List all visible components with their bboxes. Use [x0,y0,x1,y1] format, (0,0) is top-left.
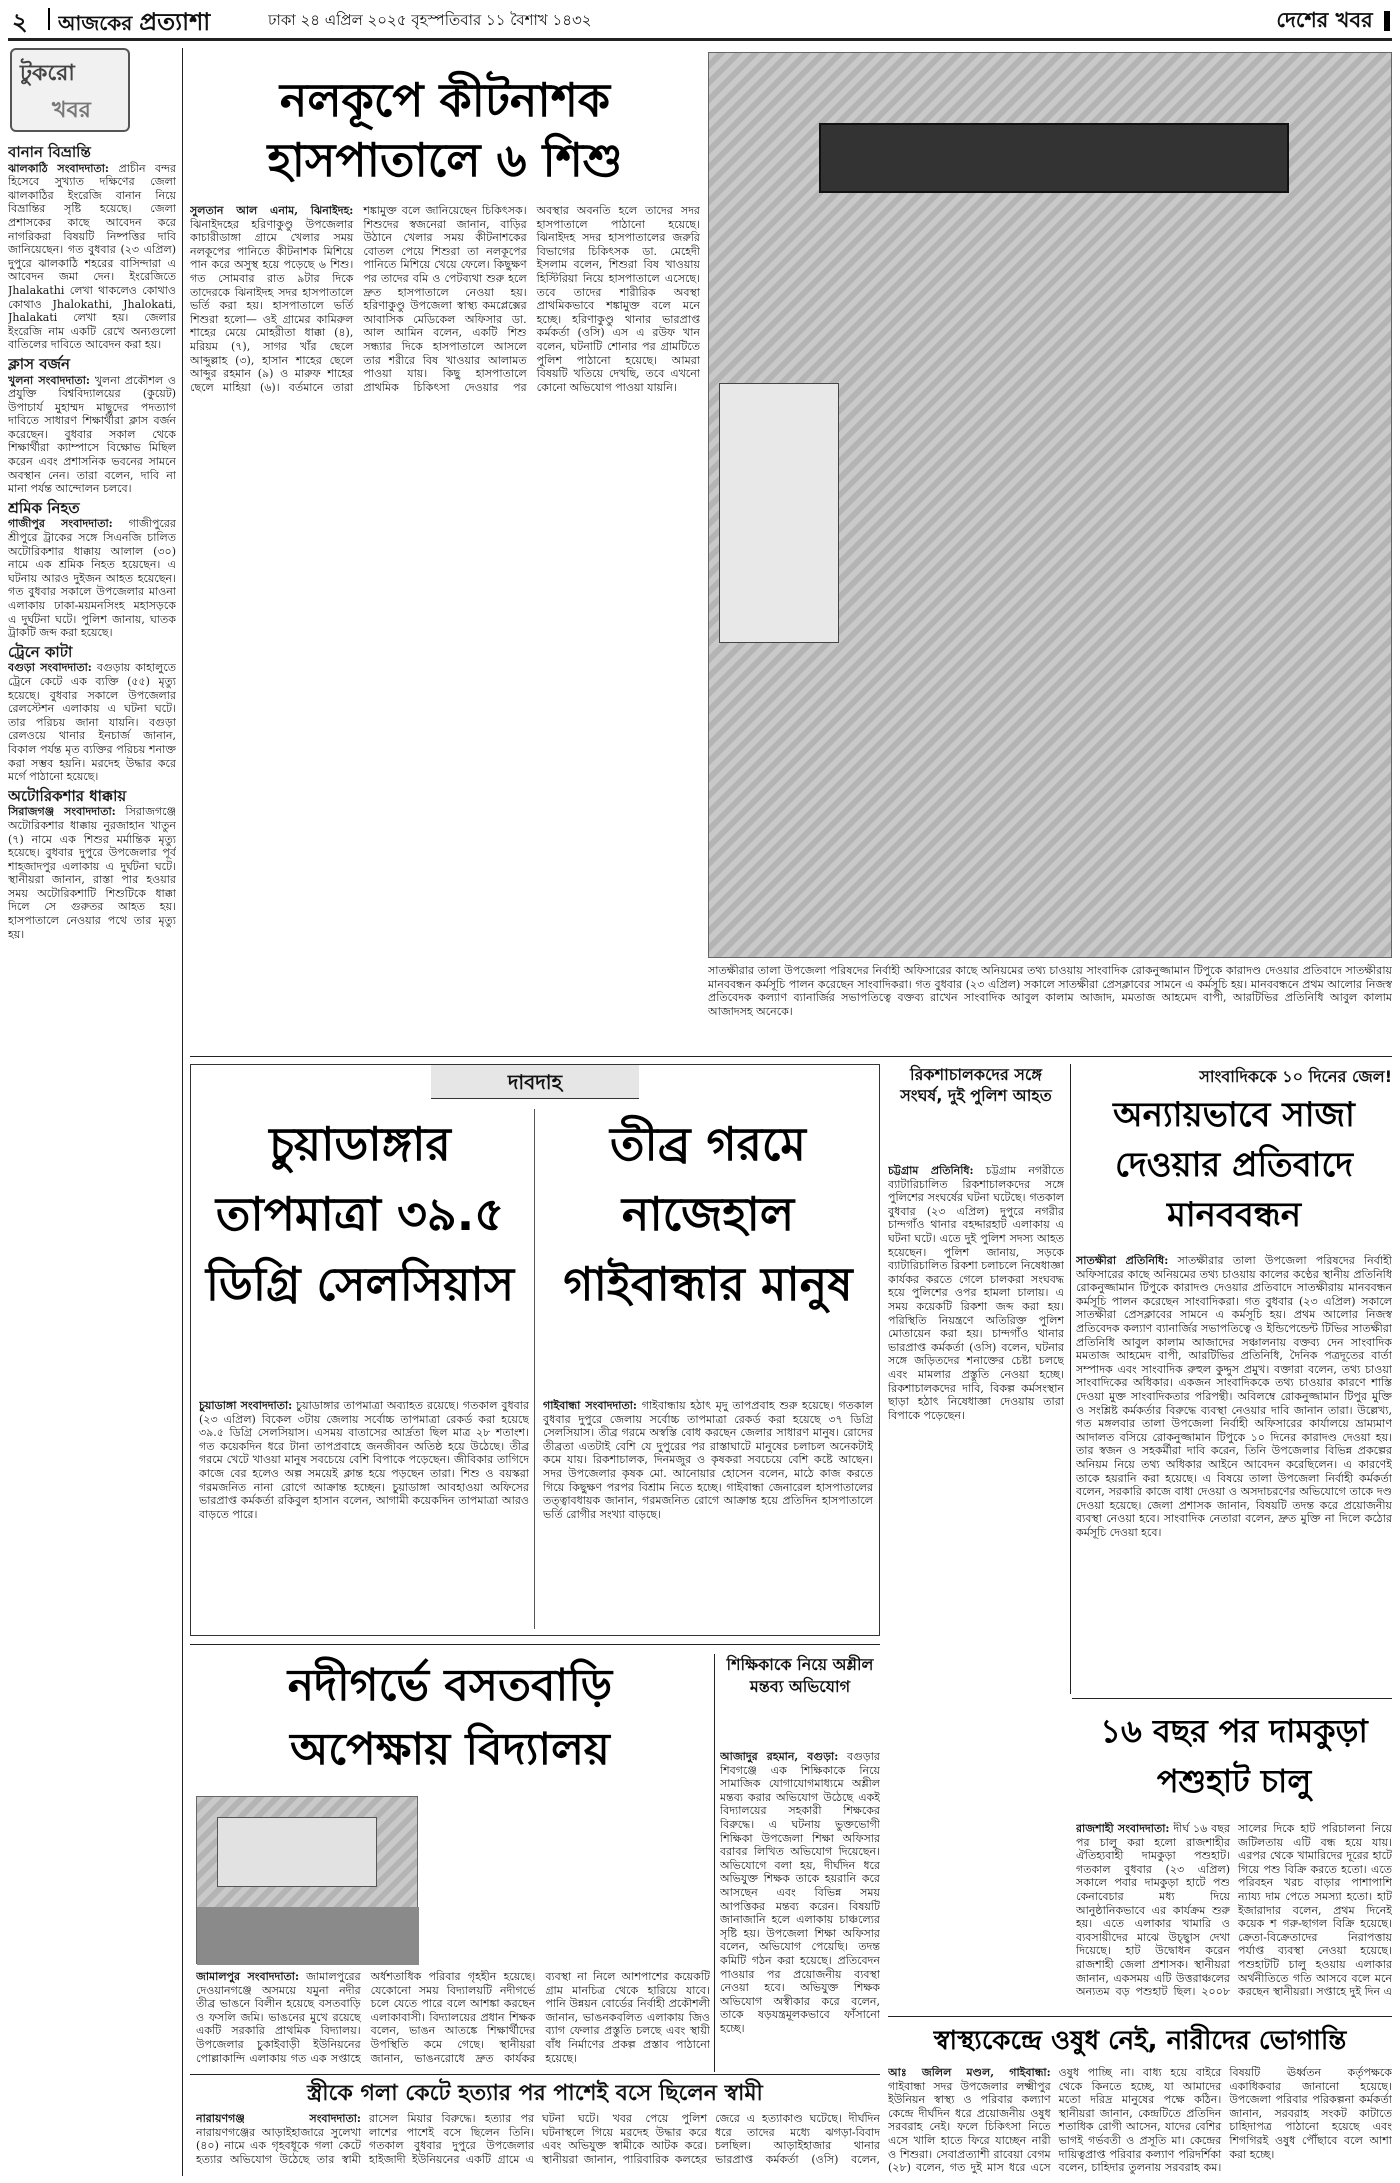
sidebar-item-byline: সিরাজগঞ্জ সংবাদদাতা: [8,805,116,819]
sidebar-item-body: বগুড়ায় কাহালুতে ট্রেনে কেটে এক ব্যক্তি (৫৫) মৃত্যু হয়েছে। বুধবার সকালে উপজেলার রেলস্টেশন এলাকায় এ ঘটনা ঘটে। তার পরিচয় জানা যায়নি। বগুড়া রেলওয়ে থানার ইনচার্জ জানান, বিকাল পর্যন্ত মৃত ব্যক্তির পরিচয় শনাক্ত করা সম্ভব হয়নি। মরদেহ উদ্ধার করে মর্গে পাঠানো হয়েছে। [8,661,176,784]
sidebar-item-title: অটোরিকশার ধাক্কায় [8,786,127,805]
sidebar-item-byline: বগুড়া সংবাদদাতা: [8,661,92,675]
journalist-headline-line3: মানববন্ধন [1166,1195,1302,1235]
section-title [1210,4,1390,34]
river-text: জামালপুরের দেওয়ানগঞ্জে অসময়ে যমুনা নদীর তীব্র ভাঙনে বিলীন হয়েছে বসতবাড়ি ও ফসলি জমি। ভাঙনের মুখে রয়েছে একটি সরকারি প্রাথমিক বিদ্যালয়। উপজেলার চুকাইবাড়ী ইউনিয়নের পোল্লাকান্দি এলাকায় গত এক সপ্তাহে অর্ধশতাধিক পরিবার গৃহহীন হয়েছে। যেকোনো সময় বিদ্যালয়টি নদীগর্ভে চলে যেতে পারে বলে আশঙ্কা করছেন এলাকাবাসী। বিদ্যালয়ের প্রধান শিক্ষক বলেন, ভাঙন আতঙ্কে শিক্ষার্থীদের উপস্থিতি কমে গেছে। স্থানীয়রা জানান, ভাঙনরোধে দ্রুত কার্যকর ব্যবস্থা না নিলে আশপাশের কয়েকটি গ্রাম মানচিত্র থেকে হারিয়ে যাবে। পানি উন্নয়ন বোর্ডের নির্বাহী প্রকৌশলী জানান, ভাঙনকবলিত এলাকায় জিও ব্যাগ ফেলার প্রস্তুতি চলছে এবং স্থায়ী বাঁধ নির্মাণের প্রকল্প প্রস্তাব পাঠানো হয়েছে। [196,1970,710,2065]
sidebar-item-body: গাজীপুরের শ্রীপুরে ট্রাকের সঙ্গে সিএনজি চালিত অটোরিকশার ধাক্কায় আলাল (৩০) নামে এক শ্রমিক নিহত হয়েছেন। এ ঘটনায় আরও দুইজন আহত হয়েছেন। গত বুধবার সকালে উপজেলার মাওনা এলাকায় ঢাকা-ময়মনসিংহ মহাসড়কে এ দুর্ঘটনা ঘটে। পুলিশ জানায়, ঘাতক ট্রাকটি জব্দ করা হয়েছে। [8,517,176,640]
sidebar-item-title: ট্রেনে কাটা [8,642,73,661]
murder-top-rule [190,2074,880,2075]
journalist-text: সাতক্ষীরার তালা উপজেলা পরিষদের নির্বাহী অফিসারের কাছে অনিয়মের তথ্য চাওয়ায় কালের কণ্ঠের স্থানীয় প্রতিনিধি রোকনুজ্জামান টিপুকে কারাদণ্ড দেওয়ার প্রতিবাদে সাতক্ষীরায় মানববন্ধন কর্মসূচি পালন করেছেন সাংবাদিকরা। গত বুধবার (২৩ এপ্রিল) সকালে সাতক্ষীরা প্রেসক্লাবের সামনে এ কর্মসূচি হয়। প্রথম আলোর নিজস্ব প্রতিবেদক কল্যাণ ব্যানার্জির সভাপতিত্বে ও ইন্ডিপেন্ডেন্ট টিভির সাতক্ষীরা প্রতিনিধি আবুল কালাম আজাদের সঞ্চালনায় বক্তব্য দেন সাংবাদিক মমতাজ আহমেদ বাপী, আরটিভির প্রতিনিধি, দৈনিক পত্রদূতের বার্তা সম্পাদক এবং সাংবাদিক রুহুল কুদ্দুস প্রমুখ। বক্তারা বলেন, তথ্য চাওয়া সাংবাদিকের অধিকার। একজন সাংবাদিককে তথ্য চাওয়ার কারণে শাস্তি দেওয়া মুক্ত সাংবাদিকতার পরিপন্থী। অবিলম্বে রোকনুজ্জামান টিপুর মুক্তি ও সংশ্লিষ্ট কর্মকর্তার বিরুদ্ধে ব্যবস্থা নেওয়ার দাবি জানান তারা। উল্লেখ্য, গত মঙ্গলবার তালা উপজেলা নির্বাহী অফিসারের কার্যালয়ে ভ্রাম্যমাণ আদালত বসিয়ে রোকনুজ্জামান টিপুকে ১০ দিনের কারাদণ্ড দেওয়া হয়। তার স্বজন ও সহকর্মীরা দাবি করেন, তিনি উপজেলার বিভিন্ন প্রকল্পের অনিয়ম নিয়ে তথ্য অধিকার আইনে আবেদন করেছিলেন। এ কারণেই তাকে হয়রানি করা হয়েছে। এ বিষয়ে তালা উপজেলা নির্বাহী কর্মকর্তা বলেন, সরকারি কাজে বাধা দেওয়া ও অসদাচরণের অভিযোগে তাকে দণ্ড দেওয়া হয়েছে। জেলা প্রশাসক জানান, বিষয়টি তদন্ত করে প্রয়োজনীয় ব্যবস্থা নেওয়া হবে। সাংবাদিক নেতারা বলেন, দ্রুত মুক্তি না দিলে কঠোর কর্মসূচি দেওয়া হবে। [1076,1254,1392,1539]
pesticide-byline: সুলতান আল এনাম, ঝিনাইদহ: [190,204,354,217]
river-photo [196,1796,418,1964]
river-body [196,1970,710,2070]
sidebar-item [8,786,176,942]
chuadanga-text: চুয়াডাঙ্গার তাপমাত্রা অব্যাহত রয়েছে। গতকাল বুধবার (২৩ এপ্রিল) বিকেল ৩টায় জেলায় সর্বোচ্চ তাপমাত্রা রেকর্ড করা হয়েছে ৩৯.৫ ডিগ্রি সেলসিয়াস। এসময় বাতাসের আর্দ্রতা ছিল মাত্র ২৮ শতাংশ। গত কয়েকদিন ধরে টানা তাপপ্রবাহে জনজীবন অতিষ্ঠ হয়ে উঠেছে। তীব্র গরমে খেটে খাওয়া মানুষ সবচেয়ে বেশি বিপাকে পড়েছেন। জীবিকার তাগিদে কাজে বের হলেও অল্প সময়েই ক্লান্ত হয়ে পড়ছেন তারা। শিশু ও বয়স্করা গরমজনিত নানা রোগে আক্রান্ত হচ্ছেন। চুয়াডাঙ্গা আবহাওয়া অফিসের ভারপ্রাপ্ত কর্মকর্তা রকিবুল হাসান বলেন, আগামী কয়েকদিন তাপমাত্রা আরও বাড়তে পারে। [199,1399,529,1521]
masthead [0,0,1400,38]
photo-caption: সাতক্ষীরার তালা উপজেলা পরিষদের নির্বাহী অফিসারের কাছে অনিয়মের তথ্য চাওয়ায় সাংবাদিক রোকনুজ্জামান টিপুকে কারাদণ্ড দেওয়ার প্রতিবাদে সাতক্ষীরায় মানববন্ধন কর্মসূচি পালন করেছেন সাংবাদিকরা। গত বুধবার (২৩ এপ্রিল) সকালে সাতক্ষীরা প্রেসক্লাবের সামনে এ কর্মসূচি হয়। মানববন্ধনে প্রথম আলোর নিজস্ব প্রতিবেদক কল্যাণ ব্যানার্জির সভাপতিত্বে বক্তব্য রাখেন সাংবাদিক আবুল কালাম আজাদ, মমতাজ আহমেদ বাপী, আরটিভির প্রতিনিধি আবুল কালাম আজাদসহ অনেকে। [708,964,1392,1018]
journalist-byline: সাতক্ষীরা প্রতিনিধি: [1076,1254,1169,1267]
cattle-headline-line1: ১৬ বছর পর দামকুড়া [1100,1712,1368,1750]
pesticide-headline [190,70,700,196]
sidebar-logo-bottom: খবর [52,98,91,123]
sidebar-item [8,143,176,352]
sidebar-item-byline: ঝালকাঠি সংবাদদাতা: [8,161,109,175]
masthead-divider [48,8,50,30]
press-club-sign [819,123,1289,193]
murder-byline: নারায়ণগঞ্জ সংবাদদাতা: [196,2112,361,2125]
protest-banner [719,383,839,643]
section-title-text: দেশের খবর [1276,8,1373,32]
river-headline-line2: অপেক্ষায় বিদ্যালয় [290,1724,610,1775]
sidebar-item-title: শ্রমিক নিহত [8,498,80,517]
page-number: ২ [12,8,28,34]
teacher-left-rule [714,1654,715,2072]
murder-body [196,2112,880,2178]
health-top-rule [888,2016,1392,2017]
teacher-headline: শিক্ষিকাকে নিয়ে অশ্লীল মন্তব্য অভিযোগ [726,1655,874,1696]
health-text: গাইবান্ধা সদর উপজেলার লক্ষ্মীপুর ইউনিয়ন স্বাস্থ্য ও পরিবার কল্যাণ কেন্দ্রে দীর্ঘদিন ধরে প্রয়োজনীয় ওষুধ সরবরাহ নেই। ফলে চিকিৎসা নিতে এসে খালি হাতে ফিরে যাচ্ছেন নারী ও শিশুরা। সেবাপ্রত্যাশী রাবেয়া বেগম (২৮) বলেন, গত দুই মাস ধরে এসে ওষুধ পাচ্ছি না। বাধ্য হয়ে বাইরে থেকে কিনতে হচ্ছে, যা আমাদের মতো দরিদ্র মানুষের পক্ষে কঠিন। স্থানীয়রা জানান, কেন্দ্রটিতে প্রতিদিন শতাধিক রোগী আসেন, যাদের বেশির ভাগই গর্ভবতী ও প্রসূতি মা। কেন্দ্রের দায়িত্বপ্রাপ্ত পরিবার কল্যাণ পরিদর্শিকা বলেন, চাহিদার তুলনায় সরবরাহ কম। বিষয়টি ঊর্ধ্বতন কর্তৃপক্ষকে একাধিকবার জানানো হয়েছে। উপজেলা পরিবার পরিকল্পনা কর্মকর্তা জানান, সরবরাহ সংকট কাটাতে চাহিদাপত্র পাঠানো হয়েছে এবং শিগগিরই ওষুধ পৌঁছাবে বলে আশা করা হচ্ছে। [888,2066,1392,2175]
sidebar [8,48,176,2178]
pesticide-headline-line2: হাসপাতালে ৬ শিশু [267,133,623,187]
sidebar-item-byline: গাজীপুর সংবাদদাতা: [8,517,113,531]
date-line: ঢাকা ২৪ এপ্রিল ২০২৫ বৃহস্পতিবার ১১ বৈশাখ ১৪৩২ [268,11,592,29]
teacher-body [720,1750,880,2072]
rickshaw-byline: চট্টগ্রাম প্রতিনিধি: [888,1164,974,1177]
journalist-kicker: সাংবাদিককে ১০ দিনের জেল! [1199,1067,1392,1086]
sidebar-item-body: প্রাচীন বন্দর হিসেবে সুখ্যাত দক্ষিণের জেলা ঝালকাঠির ইংরেজি বানান নিয়ে বিভ্রান্তির সৃষ্টি হয়েছে। জেলা প্রশাসকের কাছে আবেদন করে নাগরিকরা বিষয়টি নিষ্পত্তির দাবি জানিয়েছেন। গত বুধবার (২৩ এপ্রিল) দুপুরে ঝালকাঠি শহরের বাসিন্দারা এ আবেদন জমা দেন। ইংরেজিতে Jhalakathi লেখা থাকলেও কোথাও কোথাও Jhalokathi, Jhalokati, Jhalakati লেখা হয়। জেলার ইংরেজি নাম একটি রেখে অন্যগুলো বাতিলের দাবিতে আবেদন করা হয়। [8,161,176,352]
river-headline-line1: নদীগর্ভে বসতবাড়ি [287,1660,613,1711]
pesticide-text: ঝিনাইদহের হরিণাকুণ্ডু উপজেলার কাচারীডাঙ্গা গ্রামে খেলার সময় নলকূপের পানিতে কীটনাশক মিশিয়ে পান করে অসুস্থ হয়ে পড়েছে ৬ শিশু। গত সোমবার রাত ৯টার দিকে তাদেরকে ঝিনাইদহ সদর হাসপাতালে ভর্তি করা হয়। হাসপাতালে ভর্তি শিশুরা হলো— ওই গ্রামের কামিরুল শাহের মেয়ে মোহরীতা ধাক্কা (৪), মরিয়ম (৭), সাগর খাঁর ছেলে আব্দুল্লাহ (৩), হাসান শাহের ছেলে আব্দুর রহমান (৯) ও মারুফ শাহের ছেলে মাহিয়া (৬)। বর্তমানে তারা শঙ্কামুক্ত বলে জানিয়েছেন চিকিৎসক। শিশুদের স্বজনেরা জানান, বাড়ির উঠানে খেলার সময় কীটনাশকের বোতল পেয়ে শিশুরা তা নলকূপের পানিতে মিশিয়ে খেয়ে ফেলে। কিছুক্ষণ পর তাদের বমি ও পেটব্যথা শুরু হলে দ্রুত হাসপাতালে নেওয়া হয়। হরিণাকুণ্ডু উপজেলা স্বাস্থ্য কমপ্লেক্সের আবাসিক মেডিকেল অফিসার ডা. আল আমিন বলেন, একটি শিশু সন্ধ্যার দিকে হাসপাতালে আসলে তার শরীরে বিষ খাওয়ার আলামত পাওয়া যায়। কিছু হাসপাতালে প্রাথমিক চিকিৎসা দেওয়ার পর অবস্থার অবনতি হলে তাদের সদর হাসপাতালে পাঠানো হয়েছে। ঝিনাইদহ সদর হাসপাতালের জরুরি বিভাগের চিকিৎসক ডা. মেহেদী ইসলাম বলেন, শিশুরা বিষ খাওয়ায় হিস্টিরিয়া নিয়ে হাসপাতালে এসেছে। তবে তাদের শারীরিক অবস্থা প্রাথমিকভাবে শঙ্কামুক্ত বলে মনে হচ্ছে। হরিণাকুণ্ডু থানার ভারপ্রাপ্ত কর্মকর্তা (ওসি) এস এ রউফ খান বলেন, ঘটনাটি শোনার পর গ্রামটিতে পুলিশ পাঠানো হয়েছে। আমরা বিষয়টি খতিয়ে দেখছি, তবে এখনো কোনো অভিযোগ পাওয়া যায়নি। [190,204,700,394]
sidebar-item [8,642,176,784]
river-headline [190,1654,710,1788]
heatwave-bottom-rule [190,1644,880,1645]
heatwave-label-text: দাবদাহ [507,1070,563,1094]
chuadanga-byline: চুয়াডাঙ্গা সংবাদদাতা: [199,1399,293,1412]
sidebar-item-body: সিরাজগঞ্জে অটোরিকশার ধাক্কায় নুরজাহান খাতুন (৭) নামে এক শিশুর মর্মান্তিক মৃত্যু হয়েছে। বুধবার দুপুরে উপজেলার পূর্ব শাহজাদপুর এলাকায় এ দুর্ঘটনা ঘটে। স্থানীয়রা জানান, রাস্তা পার হওয়ার সময় অটোরিকশাটি শিশুটিকে ধাক্কা দিলে সে গুরুতর আহত হয়। হাসপাতালে নেওয়ার পথে তার মৃত্যু হয়। [8,805,176,941]
paper-logo-a: আজকের [58,11,133,34]
sidebar-item-byline: খুলনা সংবাদদাতা: [8,373,90,387]
journalist-headline-line1: অন্যায়ভাবে সাজা [1113,1095,1355,1135]
sidebar-item-body: খুলনা প্রকৌশল ও প্রযুক্তি বিশ্ববিদ্যালয়ের (কুয়েট) উপাচার্য মুহাম্মদ মাছুদের পদত্যাগ দাবিতে সাধারণ শিক্ষার্থীরা ক্লাস বর্জন করেছেন। বুধবার সকাল থেকে শিক্ষার্থীরা ক্যাম্পাসে বিক্ষোভ মিছিল করেন এবং প্রশাসনিক ভবনের সামনে অবস্থান নেন। তারা বলেন, দাবি না মানা পর্যন্ত আন্দোলন চলবে। [8,373,176,496]
cattle-headline-line2: পশুহাট চালু [1156,1762,1312,1800]
sidebar-logo [10,48,130,132]
murder-headline: স্ত্রীকে গলা কেটে হত্যার পর পাশেই বসে ছিলেন স্বামী [307,2081,763,2106]
eroded-bank [197,1907,419,1965]
teacher-text: বগুড়ার শিবগঞ্জে এক শিক্ষিকাকে নিয়ে সামাজিক যোগাযোগমাধ্যমে অশ্লীল মন্তব্য করার অভিযোগ উঠেছে একই বিদ্যালয়ের সহকারী শিক্ষকের বিরুদ্ধে। এ ঘটনায় ভুক্তভোগী শিক্ষিকা উপজেলা শিক্ষা অফিসার বরাবর লিখিত অভিযোগ দিয়েছেন। অভিযোগে বলা হয়, দীর্ঘদিন ধরে অভিযুক্ত শিক্ষক তাকে হয়রানি করে আসছেন এবং বিভিন্ন সময় আপত্তিকর মন্তব্য করেন। বিষয়টি জানাজানি হলে এলাকায় চাঞ্চল্যের সৃষ্টি হয়। উপজেলা শিক্ষা অফিসার বলেন, অভিযোগ পেয়েছি। তদন্ত কমিটি গঠন করা হয়েছে। প্রতিবেদন পাওয়ার পর প্রয়োজনীয় ব্যবস্থা নেওয়া হবে। অভিযুক্ত শিক্ষক অভিযোগ অস্বীকার করে বলেন, তাকে ষড়যন্ত্রমূলকভাবে ফাঁসানো হচ্ছে। [720,1750,880,2035]
murder-text: নারায়ণগঞ্জের আড়াইহাজারে সুলেখা (৪০) নামে এক গৃহবধূকে গলা কেটে হত্যার অভিযোগ উঠেছে তার স্বামী রাসেল মিয়ার বিরুদ্ধে। হত্যার পর লাশের পাশেই বসে ছিলেন তিনি। গতকাল বুধবার দুপুরে উপজেলার হাইজাদী ইউনিয়নের একটি গ্রামে এ ঘটনা ঘটে। খবর পেয়ে পুলিশ ঘটনাস্থলে গিয়ে মরদেহ উদ্ধার করে এবং অভিযুক্ত স্বামীকে আটক করে। স্থানীয়রা জানান, পারিবারিক কলহের জেরে এ হত্যাকাণ্ড ঘটেছে। দীর্ঘদিন ধরে তাদের মধ্যে ঝগড়া-বিবাদ চলছিল। আড়াইহাজার থানার ভারপ্রাপ্ত কর্মকর্তা (ওসি) বলেন, [196,2112,880,2166]
journalist-body [1076,1254,1392,1690]
heatwave-divider [534,1109,535,1629]
cattle-body [1076,1822,1392,2012]
health-body [888,2066,1392,2176]
health-byline: আঃ জলিল মণ্ডল, গাইবান্ধা: [888,2066,1051,2079]
sidebar-item [8,498,176,640]
chuadanga-body [199,1399,529,1631]
paper-logo-b: প্রত্যাশা [139,8,211,34]
top-section-rule [190,1056,1392,1057]
chuadanga-headline: চুয়াডাঙ্গার তাপমাত্রা ৩৯.৫ ডিগ্রি সেলসিয়াস [205,1117,515,1311]
masthead-rule [8,38,1392,41]
paper-logo [58,4,258,34]
teacher-byline: আজাদুর রহমান, বগুড়া: [720,1750,839,1763]
journalist-headline-line2: দেওয়ার প্রতিবাদে [1114,1145,1354,1185]
heatwave-label [431,1065,639,1099]
cattle-text: দীর্ঘ ১৬ বছর পর চালু করা হলো রাজশাহীর ঐতিহ্যবাহী দামকুড়া পশুহাট। গতকাল বুধবার (২৩ এপ্রিল) সকালে পবার দামকুড়া হাটে পশু কেনাবেচার মধ্য দিয়ে আনুষ্ঠানিকভাবে এর কার্যক্রম শুরু হয়। এতে এলাকার খামারি ও ব্যবসায়ীদের মাঝে উচ্ছ্বাস দেখা দিয়েছে। হাট উদ্বোধন করেন রাজশাহী জেলা প্রশাসক। স্থানীয়রা জানান, একসময় এটি উত্তরাঞ্চলের অন্যতম বড় পশুহাট ছিল। ২০০৮ সালের দিকে হাট পরিচালনা নিয়ে জটিলতায় এটি বন্ধ হয়ে যায়। এরপর থেকে খামারিদের দূরের হাটে গিয়ে পশু বিক্রি করতে হতো। এতে পরিবহন খরচ বাড়ার পাশাপাশি ন্যায্য দাম পেতে সমস্যা হতো। হাট ইজারাদার বলেন, প্রথম দিনেই কয়েক শ গরু-ছাগল বিক্রি হয়েছে। ক্রেতা-বিক্রেতাদের নিরাপত্তায় পর্যাপ্ত ব্যবস্থা নেওয়া হয়েছে। পশুহাটটি চালু হওয়ায় এলাকার অর্থনীতিতে গতি আসবে বলে মনে করছেন স্থানীয়রা। সপ্তাহে দুই দিন এ [1076,1822,1392,1999]
sidebar-item-title: বানান বিভ্রান্তি [8,143,91,161]
rickshaw-text: চট্টগ্রাম নগরীতে ব্যাটারিচালিত রিকশাচালকদের সঙ্গে পুলিশের সংঘর্ষের ঘটনা ঘটেছে। গতকাল বুধবার (২৩ এপ্রিল) দুপুরে নগরীর চান্দগাঁও থানার বহদ্দারহাট এলাকায় এ ঘটনা ঘটে। এতে দুই পুলিশ সদস্য আহত হয়েছেন। পুলিশ জানায়, সড়কে ব্যাটারিচালিত রিকশা চলাচলে নিষেধাজ্ঞা কার্যকর করতে গেলে চালকরা সংঘবদ্ধ হয়ে পুলিশের ওপর হামলা চালায়। এ সময় কয়েকটি রিকশা জব্দ করা হয়। পরিস্থিতি নিয়ন্ত্রণে অতিরিক্ত পুলিশ মোতায়েন করা হয়। চান্দগাঁও থানার ভারপ্রাপ্ত কর্মকর্তা (ওসি) বলেন, ঘটনার সঙ্গে জড়িতদের শনাক্তের চেষ্টা চলছে এবং মামলার প্রস্তুতি নেওয়া হচ্ছে। রিকশাচালকদের দাবি, বিকল্প কর্মসংস্থান ছাড়া হঠাৎ নিষেধাজ্ঞা দেওয়ায় তারা বিপাকে পড়েছেন। [888,1164,1064,1422]
cattle-byline: রাজশাহী সংবাদদাতা: [1076,1822,1170,1835]
heatwave-box [190,1064,880,1636]
gaibandha-text: গাইবান্ধায় হঠাৎ মৃদু তাপপ্রবাহ শুরু হয়েছে। গতকাল বুধবার দুপুরে জেলায় সর্বোচ্চ তাপমাত্রা রেকর্ড করা হয়েছে ৩৭ ডিগ্রি সেলসিয়াস। তীব্র গরমে অস্বস্তি বোধ করছেন জেলার সাধারণ মানুষ। রোদের তীব্রতা এতটাই বেশি যে দুপুরের পর রাস্তাঘাটে মানুষের চলাচল অনেকটাই কমে যায়। রিকশাচালক, দিনমজুর ও কৃষকরা সবচেয়ে বেশি কষ্টে আছেন। সদর উপজেলার কৃষক মো. আনোয়ার হোসেন বলেন, মাঠে কাজ করতে গিয়ে কিছুক্ষণ পরপর বিশ্রাম নিতে হচ্ছে। গাইবান্ধা জেনারেল হাসপাতালের তত্ত্বাবধায়ক জানান, গরমজনিত রোগে আক্রান্ত হয়ে প্রতিদিন হাসপাতালে ভর্তি রোগীর সংখ্যা বাড়ছে। [543,1399,873,1521]
sidebar-logo-top: টুকরো [20,61,75,86]
rickshaw-headline: রিকশাচালকদের সঙ্গে সংঘর্ষ, দুই পুলিশ আহত [900,1065,1052,1105]
gaibandha-body [543,1399,873,1631]
river-byline: জামালপুর সংবাদদাতা: [196,1970,300,1983]
journalist-bottom-rule [1072,1698,1392,1699]
section-bar [1384,11,1390,31]
pesticide-body [190,204,700,1212]
health-headline: স্বাস্থ্যকেন্দ্রে ওষুধ নেই, নারীদের ভোগান্তি [933,2026,1347,2056]
gaibandha-byline: গাইবান্ধা সংবাদদাতা: [543,1399,637,1412]
pesticide-headline-line1: নলকূপে কীটনাশক [279,73,611,127]
sidebar-list [8,140,176,2170]
journalist-headline [1076,1090,1392,1248]
cattle-headline [1076,1706,1392,1816]
rickshaw-rule [1070,1064,1071,1694]
rickshaw-body [888,1164,1064,2006]
school-building [217,1817,377,1887]
sidebar-rule [182,48,183,2176]
gaibandha-headline: তীব্র গরমে নাজেহাল গাইবান্ধার মানুষ [563,1117,853,1311]
sidebar-item-title: ক্লাস বর্জন [8,354,70,373]
sidebar-item [8,354,176,496]
protest-photo [708,52,1392,958]
